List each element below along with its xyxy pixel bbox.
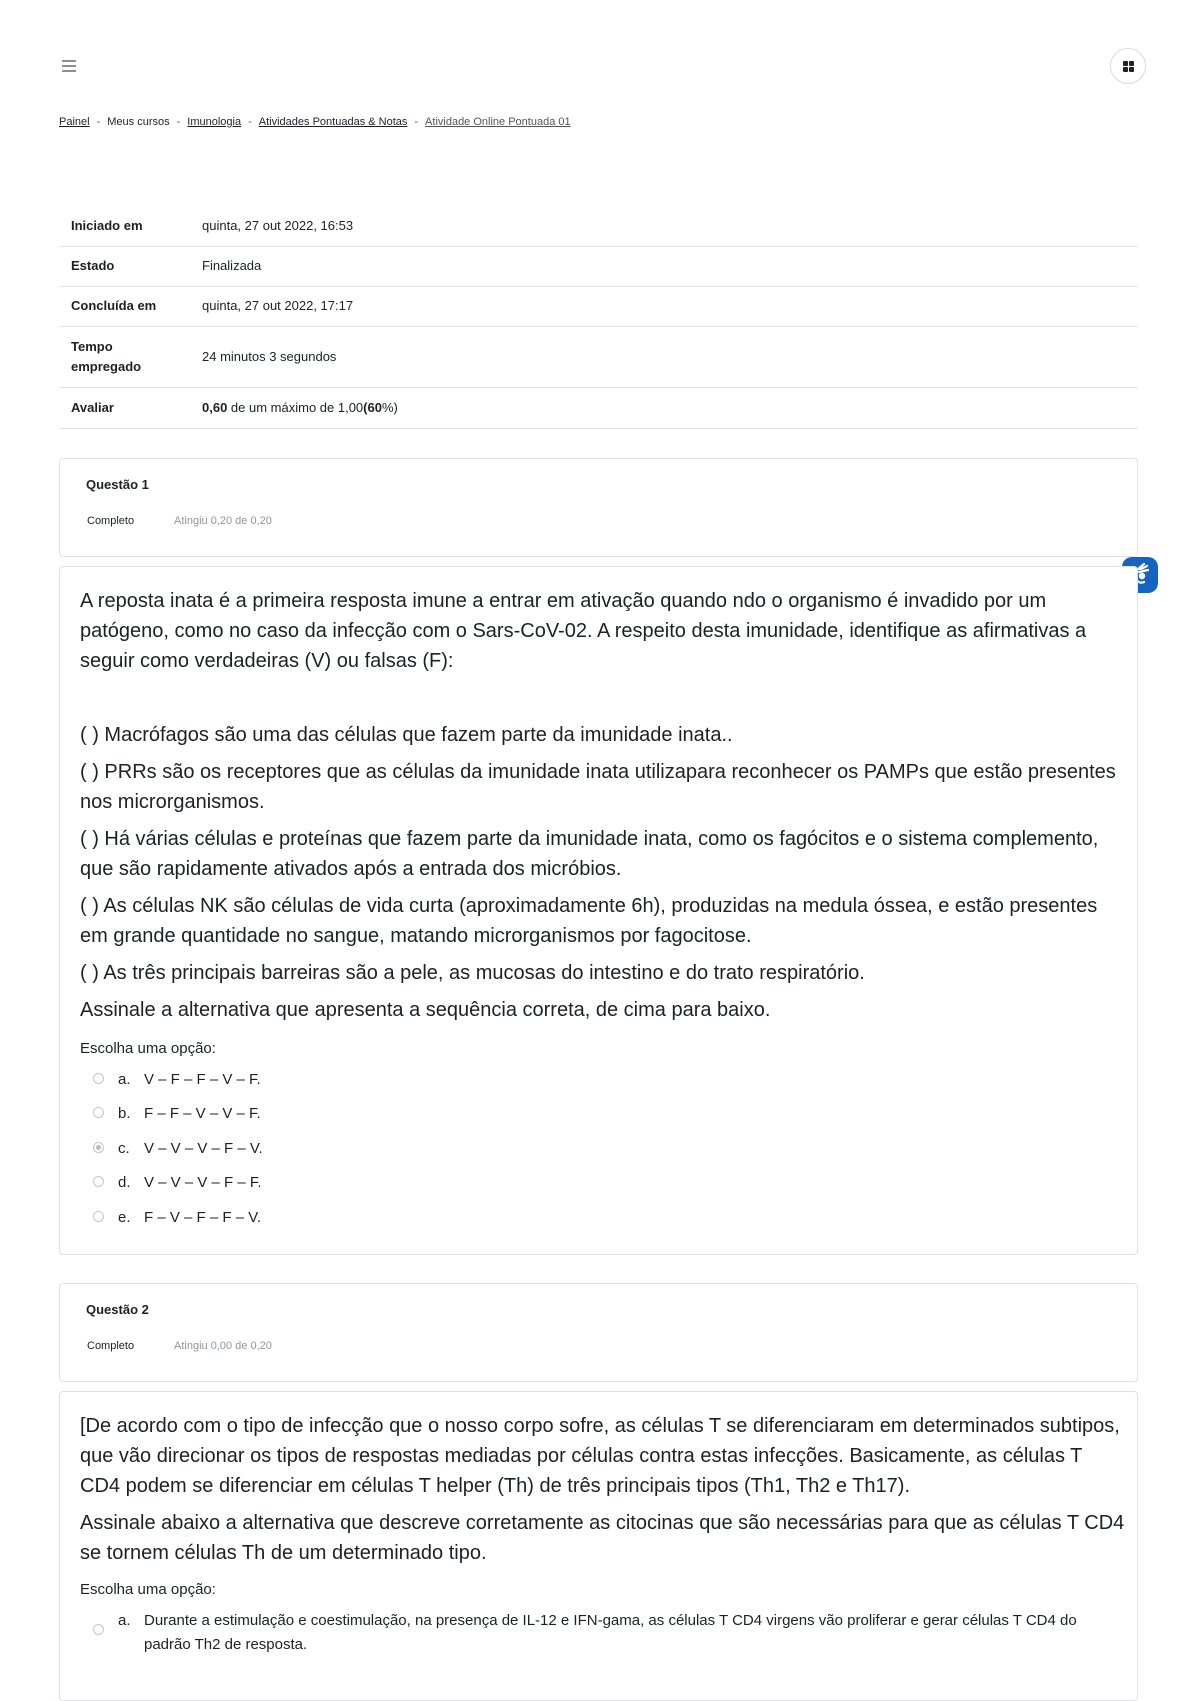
statement: ( ) PRRs são os receptores que as células da imunidade inata utilizapara reconhecer os PAMPs que estão presentes nos microrganismos. bbox=[80, 761, 1116, 813]
option-e[interactable]: e. F – V – F – F – V. bbox=[93, 1209, 261, 1226]
question-1-content bbox=[59, 566, 1138, 1255]
grade-score: 0,60 bbox=[202, 399, 228, 415]
breadcrumb: Painel - Meus cursos - Imunologia - Atividades Pontuadas & Notas - Atividade Online Pontuada 01 bbox=[59, 116, 571, 128]
option-d[interactable]: d. V – V – V – F – F. bbox=[93, 1174, 262, 1191]
grid-icon bbox=[1123, 61, 1128, 66]
option-b[interactable]: b. F – F – V – V – F. bbox=[93, 1105, 261, 1122]
question-text: A reposta inata é a primeira resposta imune a entrar em ativação quando ndo o organismo é invadido por um patógeno, como no caso da infecção com o Sars-CoV-02. A respeito desta imunidade, identifique as afirmativas a seguir como verdadeiras (V) ou falsas (F): bbox=[80, 590, 1087, 672]
question-grade: Atingiu 0,20 de 0,20 bbox=[174, 515, 272, 527]
summary-value: 24 minutos 3 segundos bbox=[190, 326, 1138, 387]
summary-key: Avaliar bbox=[59, 387, 190, 428]
choose-option-label: Escolha uma opção: bbox=[80, 1040, 216, 1057]
choose-option-label: Escolha uma opção: bbox=[80, 1581, 216, 1598]
radio-button[interactable] bbox=[93, 1176, 104, 1187]
summary-key: Iniciado em bbox=[59, 206, 190, 246]
radio-button[interactable] bbox=[93, 1211, 104, 1222]
question-state: Completo bbox=[87, 515, 135, 527]
question-state: Completo bbox=[87, 1340, 135, 1352]
grade-percent: 60 bbox=[367, 399, 382, 415]
radio-button[interactable] bbox=[93, 1073, 104, 1084]
hamburger-menu-icon[interactable] bbox=[62, 60, 76, 72]
question-2-info bbox=[59, 1283, 1138, 1382]
radio-button[interactable] bbox=[93, 1624, 104, 1635]
summary-key: Tempo empregado bbox=[59, 326, 190, 387]
breadcrumb-current[interactable]: Atividade Online Pontuada 01 bbox=[425, 116, 571, 128]
question-title: Questão 1 bbox=[86, 477, 149, 492]
question-grade: Atingiu 0,00 de 0,20 bbox=[174, 1340, 272, 1352]
apps-grid-button[interactable] bbox=[1110, 48, 1146, 84]
option-c[interactable]: c. V – V – V – F – V. bbox=[93, 1140, 263, 1157]
summary-value: Finalizada bbox=[190, 246, 1138, 286]
summary-row-started bbox=[59, 206, 1138, 246]
question-2-content bbox=[59, 1391, 1138, 1701]
question-title: Questão 2 bbox=[86, 1302, 149, 1317]
statement: ( ) Macrófagos são uma das células que fazem parte da imunidade inata.. bbox=[80, 724, 733, 746]
breadcrumb-meus-cursos: Meus cursos bbox=[107, 116, 170, 128]
option-a[interactable]: a. Durante a estimulação e coestimulação, na presença de IL-12 e IFN-gama, as células T CD4 virgens vão proliferar e gerar células T CD4 do padrão Th2 de resposta. bbox=[93, 1609, 1103, 1657]
statement: ( ) Há várias células e proteínas que fazem parte da imunidade inata, como os fagócitos e o sistema complemento, que são rapidamente ativados após a entrada dos micróbios. bbox=[80, 828, 1099, 880]
question-1-info bbox=[59, 458, 1138, 557]
breadcrumb-painel[interactable]: Painel bbox=[59, 116, 90, 128]
summary-row-time bbox=[59, 326, 1138, 387]
summary-row-completed bbox=[59, 286, 1138, 326]
grade-middle: de um máximo de 1,00 bbox=[227, 399, 364, 415]
summary-row-state bbox=[59, 246, 1138, 286]
attempt-summary-table bbox=[59, 206, 1138, 429]
summary-value: quinta, 27 out 2022, 16:53 bbox=[190, 206, 1138, 246]
summary-key: Estado bbox=[59, 246, 190, 286]
summary-value: 0,60 de um máximo de 1,00(60%) bbox=[190, 387, 1138, 428]
statement: ( ) As três principais barreiras são a pele, as mucosas do intestino e do trato respiratório. bbox=[80, 962, 865, 984]
top-bar bbox=[0, 0, 1191, 110]
instruction: Assinale a alternativa que apresenta a sequência correta, de cima para baixo. bbox=[80, 999, 771, 1021]
summary-value: quinta, 27 out 2022, 17:17 bbox=[190, 286, 1138, 326]
summary-row-grade bbox=[59, 387, 1138, 428]
question-text: [De acordo com o tipo de infecção que o nosso corpo sofre, as células T se diferenciaram em determinados subtipos, que vão direcionar os tipos de respostas mediadas por células contra estas infecções. Basicamente, as células T CD4 podem se diferenciar em células T helper (Th) de três principais tipos (Th1, Th2 e Th17). bbox=[80, 1415, 1120, 1497]
instruction: Assinale abaixo a alternativa que descreve corretamente as citocinas que são necessárias para que as células T CD4 se tornem células Th de um determinado tipo. bbox=[80, 1512, 1125, 1564]
statement: ( ) As células NK são células de vida curta (aproximadamente 6h), produzidas na medula óssea, e estão presentes em grande quantidade no sangue, matando microrganismos por fagocitose. bbox=[80, 895, 1098, 947]
summary-key: Concluída em bbox=[59, 286, 190, 326]
breadcrumb-atividades[interactable]: Atividades Pontuadas & Notas bbox=[258, 116, 408, 128]
radio-button-selected[interactable] bbox=[93, 1142, 104, 1153]
radio-button[interactable] bbox=[93, 1107, 104, 1118]
breadcrumb-imunologia[interactable]: Imunologia bbox=[187, 116, 242, 128]
option-a[interactable]: a. V – F – F – V – F. bbox=[93, 1071, 261, 1088]
